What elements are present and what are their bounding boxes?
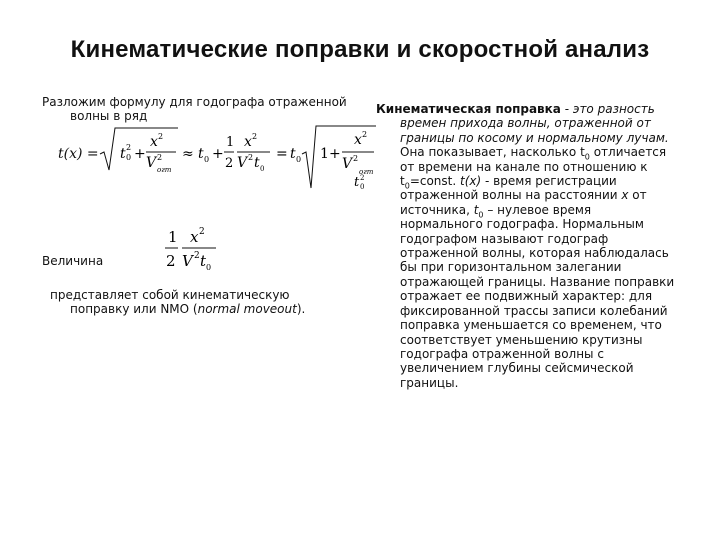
t0-exp-1: 2 <box>126 143 132 152</box>
plus-1: + <box>134 146 146 162</box>
nmo-half-num: 1 <box>168 228 178 246</box>
t0-sub-1: 0 <box>126 153 132 162</box>
quantity-label: Величина <box>42 254 104 268</box>
intro-line-2: волны в ряд <box>70 109 148 123</box>
intro-line-1: Разложим формулу для годографа отраженной <box>42 95 347 109</box>
v-sub-3: огт <box>359 168 374 176</box>
one-term: 1 <box>320 146 329 162</box>
nmo-expansion-formula <box>58 122 378 194</box>
def-line-1: Кинематическая поправка - это разность <box>376 102 655 116</box>
v-exp-2: 2 <box>248 153 254 162</box>
nmo-description <box>50 288 340 316</box>
def-body: времен прихода волны, отраженной от границы по косому и нормальному лучам. Она показывает, насколько $t_0$ отличается от времени на канале по отношению к $t_0=const$. t(x) - время регистрации отраженной волны на расстоянии x от источника, $t_0$ – нулевое время нормального годографа. Нормальным годографом называют годограф отраженной волны, которая наблюдалась бы при горизонтальном залегании отражающей границы. Название поправки отражает ее подвижный характер: для фиксированной трассы записи колебаний поправка уменьшается со временем, что соответствует уменьшению крутизны годографа отраженной волны с увеличением глубины сейсмической границы. <box>400 116 675 390</box>
v-den-2: V <box>237 155 248 171</box>
x-num-1: x <box>150 134 158 150</box>
t0-den-2: t <box>254 155 260 171</box>
nmo-v-den: V <box>182 252 193 270</box>
slide-title: Кинематические поправки и скоростной анализ <box>70 36 650 63</box>
intro-paragraph <box>42 95 352 123</box>
t0-term-2: t <box>198 146 204 162</box>
nmo-x-exp: 2 <box>199 227 205 237</box>
x-exp-2: 2 <box>252 132 258 141</box>
plus-2: + <box>212 146 224 162</box>
v-sub-1: огт <box>157 166 172 174</box>
half-num: 1 <box>226 135 235 150</box>
x-exp-3: 2 <box>362 130 368 139</box>
desc-line-1: представляет собой кинематическую <box>50 288 290 302</box>
nmo-v-exp: 2 <box>194 251 200 261</box>
t0-sub-2: 0 <box>204 155 210 164</box>
x-num-2: x <box>244 134 252 150</box>
formula-lhs: t(x) = <box>58 146 99 162</box>
x-exp-1: 2 <box>158 132 164 141</box>
approx-sign: ≈ <box>182 146 194 162</box>
t0-den-sub-3: 0 <box>360 183 365 191</box>
t0-sub-3: 0 <box>296 155 302 164</box>
v-den-1: V <box>146 155 157 171</box>
nmo-t0-den: t <box>200 252 207 270</box>
t0-term-1: t <box>120 146 126 162</box>
desc-line-2: поправку или NMO (normal moveout). <box>70 302 306 316</box>
nmo-t0-sub: 0 <box>206 263 212 272</box>
plus-3: + <box>329 146 341 162</box>
equals-sign: = <box>276 146 288 162</box>
t0-den-sub-2: 0 <box>260 165 265 173</box>
t0-den-exp-3: 2 <box>360 174 365 182</box>
nmo-definition-paragraph <box>376 102 676 390</box>
nmo-half-den: 2 <box>166 252 176 270</box>
v-exp-1: 2 <box>157 153 163 162</box>
nmo-term-formula <box>160 222 220 280</box>
t0-den-3: t <box>354 175 360 190</box>
x-num-3: x <box>354 132 362 148</box>
v-exp-3: 2 <box>353 154 359 163</box>
v-den-3: V <box>342 156 353 172</box>
t0-term-3: t <box>290 146 296 162</box>
half-den: 2 <box>225 156 234 171</box>
nmo-x-num: x <box>190 228 199 246</box>
